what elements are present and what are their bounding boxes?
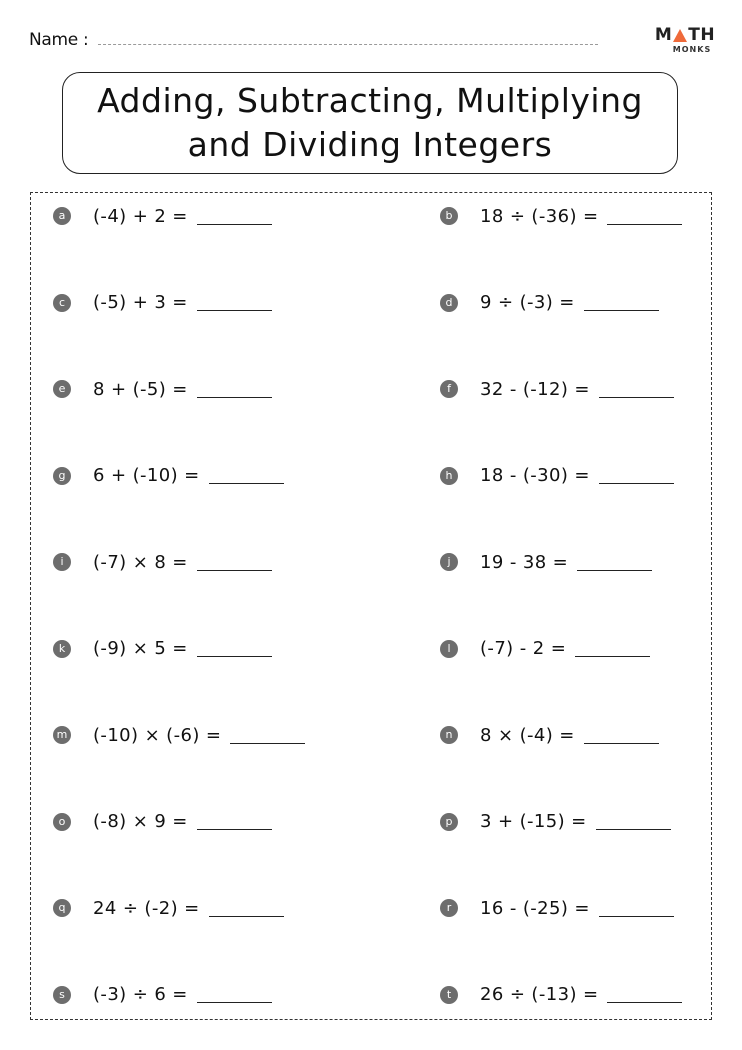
answer-blank[interactable]	[607, 1002, 682, 1003]
problem-expression: 32 - (-12) =	[480, 378, 590, 400]
problem-label-badge: l	[440, 640, 458, 658]
problem-item	[53, 981, 272, 1009]
title-line-1: Adding, Subtracting, Multiplying	[97, 81, 643, 120]
problem-label-badge: o	[53, 813, 71, 831]
name-input-line[interactable]	[98, 44, 598, 45]
problem-item	[440, 375, 674, 403]
answer-blank[interactable]	[197, 224, 272, 225]
problem-label-badge: h	[440, 467, 458, 485]
logo-subtitle: MONKS	[672, 45, 712, 54]
answer-blank[interactable]	[230, 743, 305, 744]
problem-label-badge: n	[440, 726, 458, 744]
problem-expression: (-4) + 2 =	[93, 205, 188, 227]
answer-blank[interactable]	[209, 483, 284, 484]
title-line-2: and Dividing Integers	[187, 125, 553, 164]
title-box	[62, 72, 678, 174]
answer-blank[interactable]	[197, 1002, 272, 1003]
answer-blank[interactable]	[577, 570, 652, 571]
problem-item	[53, 375, 272, 403]
problem-label-badge: f	[440, 380, 458, 398]
problem-item	[53, 808, 272, 836]
problem-expression: (-3) ÷ 6 =	[93, 984, 188, 1005]
problem-expression: 3 + (-15) =	[480, 811, 587, 832]
problem-expression: (-10) × (-6) =	[93, 724, 222, 746]
problem-item	[53, 635, 272, 663]
problem-label-badge: r	[440, 899, 458, 917]
problem-label-badge: s	[53, 986, 71, 1004]
answer-blank[interactable]	[584, 743, 659, 744]
problem-item	[53, 462, 284, 490]
problem-expression: (-8) × 9 =	[93, 811, 188, 832]
answer-blank[interactable]	[197, 570, 272, 571]
answer-blank[interactable]	[575, 656, 650, 657]
answer-blank[interactable]	[197, 397, 272, 398]
problem-label-badge: q	[53, 899, 71, 917]
problem-label-badge: a	[53, 207, 71, 225]
problem-item	[440, 894, 674, 922]
answer-blank[interactable]	[209, 916, 284, 917]
problem-expression: (-7) - 2 =	[480, 638, 567, 659]
math-monks-logo	[655, 27, 715, 59]
logo-letter-m: M	[654, 25, 673, 45]
problem-expression: 6 + (-10) =	[93, 465, 200, 486]
problem-label-badge: i	[53, 553, 71, 571]
answer-blank[interactable]	[599, 397, 674, 398]
problem-expression: 18 ÷ (-36) =	[480, 205, 599, 227]
problem-item	[53, 721, 305, 749]
problem-item	[440, 981, 682, 1009]
problem-label-badge: e	[53, 380, 71, 398]
answer-blank[interactable]	[197, 829, 272, 830]
problem-item	[440, 202, 682, 230]
problem-label-badge: m	[53, 726, 71, 744]
answer-blank[interactable]	[197, 310, 272, 311]
problem-expression: 8 × (-4) =	[480, 724, 575, 746]
problem-label-badge: k	[53, 640, 71, 658]
problem-label-badge: p	[440, 813, 458, 831]
answer-blank[interactable]	[197, 656, 272, 657]
problem-item	[440, 548, 652, 576]
problem-expression: 19 - 38 =	[480, 551, 569, 573]
problem-label-badge: d	[440, 294, 458, 312]
problem-item	[440, 289, 659, 317]
problem-expression: 16 - (-25) =	[480, 897, 590, 919]
problem-expression: (-7) × 8 =	[93, 551, 188, 573]
problem-expression: 24 ÷ (-2) =	[93, 897, 200, 919]
problem-item	[440, 635, 650, 663]
problem-expression: (-9) × 5 =	[93, 638, 188, 659]
answer-blank[interactable]	[596, 829, 671, 830]
problem-item	[53, 289, 272, 317]
problem-label-badge: g	[53, 467, 71, 485]
problem-expression: 18 - (-30) =	[480, 465, 590, 486]
problem-expression: 26 ÷ (-13) =	[480, 984, 599, 1005]
problem-item	[53, 548, 272, 576]
problem-label-badge: t	[440, 986, 458, 1004]
name-row	[29, 26, 89, 50]
problem-label-badge: c	[53, 294, 71, 312]
problem-label-badge: j	[440, 553, 458, 571]
triangle-icon	[673, 29, 687, 42]
answer-blank[interactable]	[599, 916, 674, 917]
problem-expression: (-5) + 3 =	[93, 292, 188, 313]
problem-item	[53, 202, 272, 230]
problem-item	[440, 462, 674, 490]
name-label: Name :	[29, 30, 89, 50]
logo-letters-th: TH	[688, 25, 716, 45]
problem-item	[53, 894, 284, 922]
problem-item	[440, 808, 671, 836]
problem-expression: 8 + (-5) =	[93, 378, 188, 400]
answer-blank[interactable]	[599, 483, 674, 484]
problem-expression: 9 ÷ (-3) =	[480, 292, 575, 313]
answer-blank[interactable]	[607, 224, 682, 225]
answer-blank[interactable]	[584, 310, 659, 311]
problem-label-badge: b	[440, 207, 458, 225]
problem-item	[440, 721, 659, 749]
